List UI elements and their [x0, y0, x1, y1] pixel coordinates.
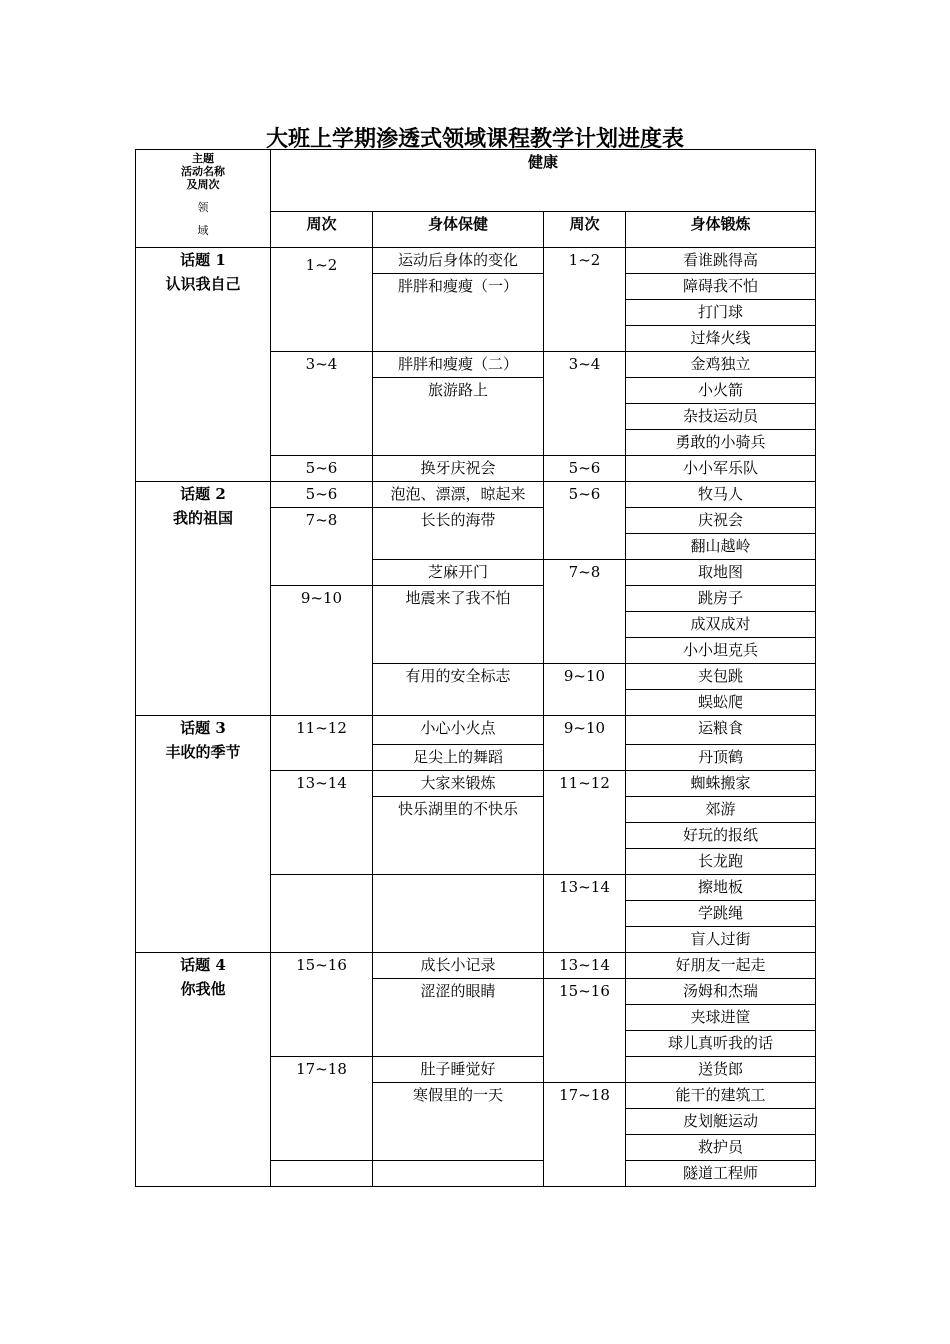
exercise-item: 成双成对	[626, 612, 816, 638]
care-item: 旅游路上	[373, 378, 544, 456]
exercise-item: 丹顶鹤	[626, 745, 816, 771]
care-item: 运动后身体的变化	[373, 248, 544, 274]
corner-label-domain-1: 领	[197, 201, 209, 214]
exercise-week-cell: 5~6	[544, 482, 626, 560]
col-header-exercise: 身体锻炼	[626, 212, 816, 248]
exercise-item: 庆祝会	[626, 508, 816, 534]
care-item: 泡泡、漂漂，晾起来	[373, 482, 544, 508]
empty-week-cell	[271, 1161, 373, 1187]
corner-header-cell	[136, 150, 271, 248]
care-item: 胖胖和瘦瘦（二）	[373, 352, 544, 378]
exercise-item: 蜘蛛搬家	[626, 771, 816, 797]
care-week-cell: 7~8	[271, 508, 373, 586]
care-week-cell: 5~6	[271, 482, 373, 508]
exercise-item: 牧马人	[626, 482, 816, 508]
col-header-week-2: 周次	[544, 212, 626, 248]
exercise-item: 金鸡独立	[626, 352, 816, 378]
care-item: 小心小火点	[373, 716, 544, 745]
exercise-item: 郊游	[626, 797, 816, 823]
exercise-item: 夹球进筐	[626, 1005, 816, 1031]
care-item: 芝麻开门	[373, 560, 544, 586]
exercise-item: 勇敢的小骑兵	[626, 430, 816, 456]
exercise-item: 好朋友一起走	[626, 953, 816, 979]
care-item: 寒假里的一天	[373, 1083, 544, 1161]
care-week-cell: 15~16	[271, 953, 373, 1057]
exercise-item: 小火箭	[626, 378, 816, 404]
care-item: 肚子睡觉好	[373, 1057, 544, 1083]
exercise-item: 小小坦克兵	[626, 638, 816, 664]
exercise-item: 学跳绳	[626, 901, 816, 927]
exercise-week-cell: 15~16	[544, 979, 626, 1083]
col-header-week-1: 周次	[271, 212, 373, 248]
exercise-item: 取地图	[626, 560, 816, 586]
exercise-item: 皮划艇运动	[626, 1109, 816, 1135]
exercise-item: 擦地板	[626, 875, 816, 901]
care-item: 换牙庆祝会	[373, 456, 544, 482]
topic-4-cell	[136, 953, 271, 1187]
topic-3-title: 话题 3	[180, 719, 226, 737]
exercise-item: 运粮食	[626, 716, 816, 745]
exercise-item: 过烽火线	[626, 326, 816, 352]
exercise-item: 救护员	[626, 1135, 816, 1161]
exercise-week-cell: 1~2	[544, 248, 626, 352]
empty-care-cell	[373, 1161, 544, 1187]
care-item: 成长小记录	[373, 953, 544, 979]
corner-label-topic: 主题	[192, 152, 214, 165]
corner-label-week: 及周次	[186, 178, 220, 191]
care-week-cell: 9~10	[271, 586, 373, 716]
exercise-item: 翻山越岭	[626, 534, 816, 560]
topic-1-cell	[136, 248, 271, 482]
topic-3-cell	[136, 716, 271, 953]
exercise-week-cell: 9~10	[544, 716, 626, 771]
exercise-item: 夹包跳	[626, 664, 816, 690]
care-item: 足尖上的舞蹈	[373, 745, 544, 771]
topic-4-title: 话题 4	[180, 956, 226, 974]
exercise-item: 跳房子	[626, 586, 816, 612]
care-week-cell: 11~12	[271, 716, 373, 771]
exercise-item: 小小军乐队	[626, 456, 816, 482]
topic-2-title: 话题 2	[180, 485, 226, 503]
care-week-cell: 3~4	[271, 352, 373, 456]
exercise-item: 汤姆和杰瑞	[626, 979, 816, 1005]
col-header-body-care: 身体保健	[373, 212, 544, 248]
exercise-week-cell: 7~8	[544, 560, 626, 664]
exercise-item: 送货郎	[626, 1057, 816, 1083]
exercise-week-cell: 9~10	[544, 664, 626, 716]
corner-label-domain-2: 域	[197, 224, 209, 237]
exercise-week-cell: 13~14	[544, 875, 626, 953]
page-title: 大班上学期渗透式领域课程教学计划进度表	[265, 126, 684, 152]
empty-week-cell	[271, 875, 373, 953]
exercise-item: 球儿真听我的话	[626, 1031, 816, 1057]
topic-1-title: 话题 1	[180, 251, 226, 269]
exercise-item: 蜈蚣爬	[626, 690, 816, 716]
care-week-cell: 5~6	[271, 456, 373, 482]
exercise-week-cell: 3~4	[544, 352, 626, 456]
care-item: 长长的海带	[373, 508, 544, 560]
topic-1-name: 认识我自己	[165, 275, 241, 293]
exercise-item: 打门球	[626, 300, 816, 326]
domain-header: 健康	[271, 150, 816, 212]
empty-care-cell	[373, 875, 544, 953]
topic-2-name: 我的祖国	[172, 509, 233, 527]
schedule-table	[135, 149, 816, 1187]
care-week-cell: 1~2	[271, 248, 373, 352]
care-week-cell: 17~18	[271, 1057, 373, 1161]
exercise-week-cell: 13~14	[544, 953, 626, 979]
corner-label-activity: 活动名称	[181, 165, 225, 178]
care-item: 有用的安全标志	[373, 664, 544, 716]
exercise-item: 杂技运动员	[626, 404, 816, 430]
care-item: 胖胖和瘦瘦（一）	[373, 274, 544, 352]
exercise-item: 盲人过街	[626, 927, 816, 953]
topic-2-cell	[136, 482, 271, 716]
exercise-week-cell: 5~6	[544, 456, 626, 482]
exercise-item: 长龙跑	[626, 849, 816, 875]
exercise-item: 能干的建筑工	[626, 1083, 816, 1109]
exercise-item: 隧道工程师	[626, 1161, 816, 1187]
care-item: 大家来锻炼	[373, 771, 544, 797]
care-item: 地震来了我不怕	[373, 586, 544, 664]
care-item: 涩涩的眼睛	[373, 979, 544, 1057]
exercise-item: 好玩的报纸	[626, 823, 816, 849]
exercise-item: 看谁跳得高	[626, 248, 816, 274]
care-item: 快乐湖里的不快乐	[373, 797, 544, 875]
exercise-week-cell: 11~12	[544, 771, 626, 875]
exercise-item: 障碍我不怕	[626, 274, 816, 300]
topic-4-name: 你我他	[180, 980, 226, 998]
exercise-week-cell: 17~18	[544, 1083, 626, 1187]
care-week-cell: 13~14	[271, 771, 373, 875]
topic-3-name: 丰收的季节	[165, 743, 241, 761]
